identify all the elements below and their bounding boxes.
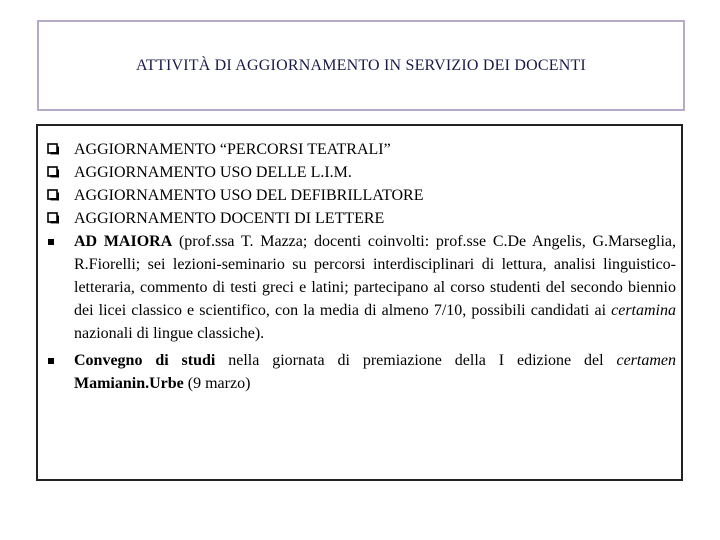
- list-item-ad-maiora: [42, 230, 676, 345]
- list-item: [42, 138, 676, 161]
- list-item-label: AGGIORNAMENTO USO DEL DEFIBRILLATORE: [74, 187, 424, 204]
- convegno-event-name: Mamianin.Urbe: [74, 375, 184, 392]
- title-box: [37, 20, 685, 111]
- ad-maiora-italic: certamina: [611, 302, 676, 319]
- checkbox-bullet-icon: [47, 189, 59, 201]
- convegno-text: nella giornata di premiazione della I edizione del: [215, 352, 617, 369]
- checkbox-bullet-icon: [47, 143, 59, 155]
- convegno-title: Convegno di studi: [74, 352, 216, 369]
- list-item-label: AGGIORNAMENTO USO DELLE L.I.M.: [74, 164, 352, 181]
- square-bullet-icon: [48, 239, 54, 245]
- list-item: [42, 184, 676, 207]
- page-title: ATTIVITÀ DI AGGIORNAMENTO IN SERVIZIO DEI DOCENTI: [136, 56, 586, 74]
- convegno-italic: certamen: [616, 352, 676, 369]
- ad-maiora-text-end: nazionali di lingue classiche).: [74, 325, 265, 342]
- checkbox-bullet-icon: [47, 212, 59, 224]
- convegno-date: (9 marzo): [183, 375, 251, 392]
- list-item-label: AGGIORNAMENTO DOCENTI DI LETTERE: [74, 210, 385, 227]
- activity-list: [42, 138, 676, 395]
- list-item-label: AGGIORNAMENTO “PERCORSI TEATRALI”: [74, 141, 391, 158]
- list-item: [42, 161, 676, 184]
- ad-maiora-title: AD MAIORA: [74, 233, 173, 250]
- content-box: [36, 124, 683, 481]
- checkbox-bullet-icon: [47, 166, 59, 178]
- list-item-convegno: [42, 349, 676, 395]
- ad-maiora-text: (prof.ssa T. Mazza; docenti coinvolti: prof.sse C.De Angelis, G.Marseglia, R.Fiorelli; sei lezioni-seminario su percorsi interdisciplinari di lettura, analisi linguistico-letteraria, commento di testi greci e latini; partecipano al corso studenti del secondo biennio dei licei classico e scientifico, con la media di almeno 7/10, possibili candidati ai: [74, 233, 677, 319]
- square-bullet-icon: [48, 358, 54, 364]
- list-item: [42, 207, 676, 230]
